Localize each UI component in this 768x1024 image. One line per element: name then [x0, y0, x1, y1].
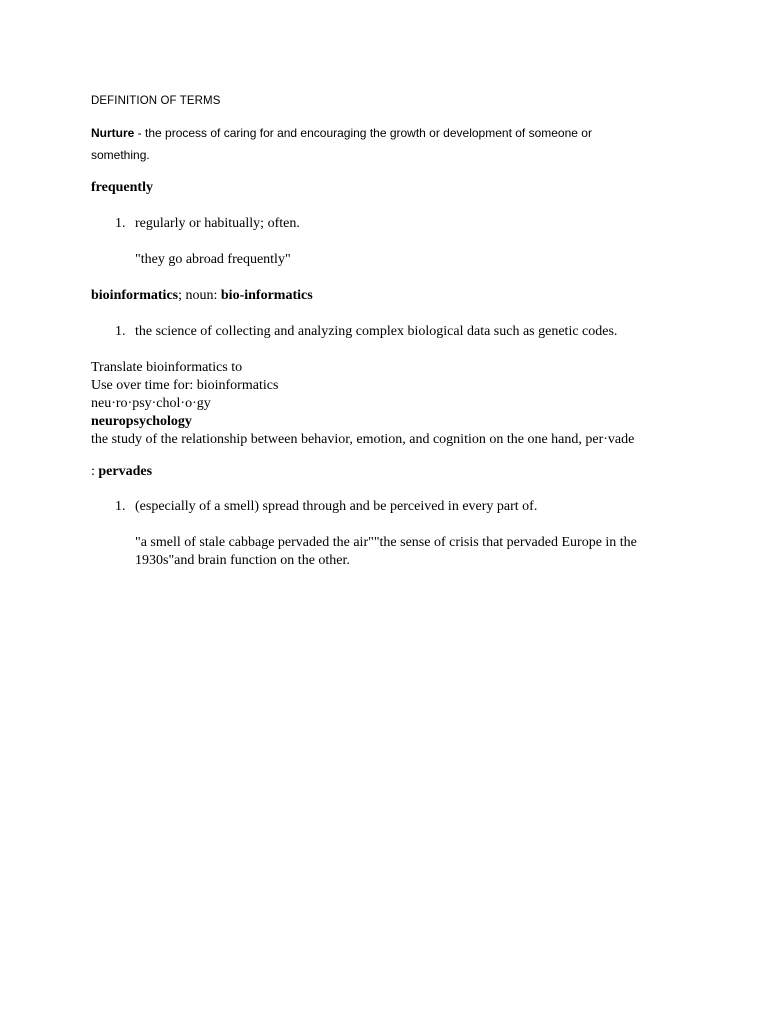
- frequently-list-number: 1.: [115, 216, 126, 231]
- pervades-prefix: :: [91, 464, 99, 479]
- bioinformatics-separator: ; noun:: [178, 288, 221, 303]
- bioinformatics-term: bioinformatics: [91, 288, 179, 303]
- nurture-definition: - the process of caring for and encouraging the growth or development of someone or: [134, 126, 592, 140]
- syllables-line: neu·ro·psy·chol·o·gy: [91, 396, 211, 411]
- use-over-time-line: Use over time for: bioinformatics: [91, 378, 279, 393]
- pervades-term: pervades: [98, 464, 153, 479]
- frequently-term: frequently: [91, 180, 153, 195]
- pervades-definition: (especially of a smell) spread through and be perceived in every part of.: [135, 499, 538, 514]
- bioinformatics-list-number: 1.: [115, 324, 126, 339]
- pervades-example-line1: "a smell of stale cabbage pervaded the air""the sense of crisis that pervaded Europe in the: [135, 535, 637, 550]
- bioinformatics-entry: [91, 289, 313, 303]
- neuropsychology-term: neuropsychology: [91, 414, 192, 429]
- bioinformatics-definition: the science of collecting and analyzing complex biological data such as genetic codes.: [135, 324, 618, 339]
- frequently-example: "they go abroad frequently": [135, 252, 291, 267]
- bio-informatics-term: bio-informatics: [220, 288, 313, 303]
- pervades-entry: [91, 465, 152, 479]
- frequently-definition: regularly or habitually; often.: [135, 216, 300, 231]
- nurture-definition-line2: something.: [91, 148, 150, 162]
- pervades-list-number: 1.: [115, 499, 126, 514]
- pervades-example-line2: 1930s"and brain function on the other.: [135, 553, 350, 568]
- nurture-term: Nurture: [91, 126, 135, 140]
- nurture-definition-line1: [91, 127, 592, 139]
- document-heading: DEFINITION OF TERMS: [91, 95, 221, 107]
- translate-line: Translate bioinformatics to: [91, 360, 243, 375]
- neuropsychology-definition: the study of the relationship between behavior, emotion, and cognition on the one hand, per·vade: [91, 432, 635, 447]
